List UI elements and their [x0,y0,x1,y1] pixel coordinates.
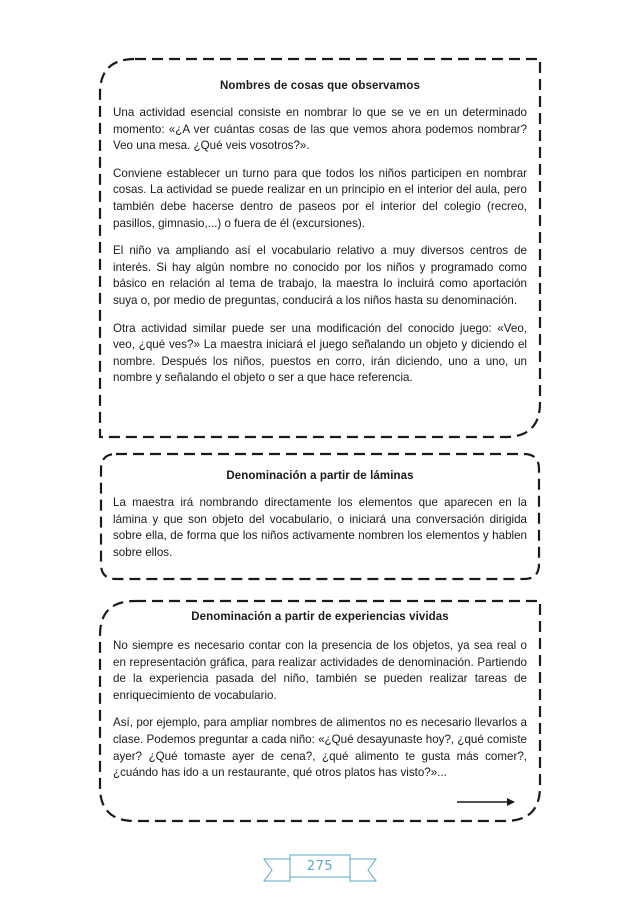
section-title: Denominación a partir de experiencias vividas [191,611,449,623]
paragraph: El niño va ampliando así el vocabulario relativo a muy diversos centros de interés. Si hay algún nombre no conocido por los niños y programado como básico en relación al tema de trabajo, la maestra lo incluirá como aportación suya o, por medio de preguntas, conducirá a los niños hasta su denominación. [113,244,527,307]
paragraph: Así, por ejemplo, para ampliar nombres de alimentos no es necesario llevarlos a clase. Podemos preguntar a cada niño: «¿Qué desayunaste hoy?, ¿qué comiste ayer? ¿Qué tomaste ayer de cena?, ¿qué alimento te gusta más comer?, ¿cuándo has ido a un restaurante, qué otros platos has visto?»... [113,716,527,780]
next-page-arrow-icon [455,796,517,808]
paragraph: No siempre es necesario contar con la presencia de los objetos, ya sea real o en representación gráfica, para realizar actividades de denominación. Partiendo de la experiencia pasada del niño, también se pueden realizar tareas de enriquecimiento de vocabulario. [113,639,527,702]
page-number-badge [262,851,378,883]
section-nombres-cosas [100,58,540,438]
paragraph: Otra actividad similar puede ser una modificación del conocido juego: «Veo, veo, ¿qué ves?» La maestra iniciará el juego señalando un objeto y diciendo el nombre. Después los niños, puestos en corro, irán diciendo, uno a uno, un nombre y señalando el objeto o ser a que hace referencia. [113,321,527,385]
paragraph: Conviene establecer un turno para que todos los niños participen en nombrar cosas. La actividad se puede realizar en un principio en el interior del aula, pero también debe hacerse dentro de paseos por el interior del colegio (recreo, pasillos, gimnasio,...) o fuera de él (excursiones). [113,166,527,230]
section-experiencias [100,600,540,822]
section-title: Denominación a partir de láminas [226,470,414,482]
paragraph: La maestra irá nombrando directamente los elementos que aparecen en la lámina y que son objeto del vocabulario, o iniciará una conversación dirigida sobre ella, de forma que los niños activamente nombren los elementos y hablen sobre ellos. [113,496,527,559]
page-number: 275 [306,859,334,874]
section-title: Nombres de cosas que observamos [220,80,420,92]
section-laminas [100,453,540,580]
paragraph: Una actividad esencial consiste en nombrar lo que se ve en un determinado momento: «¿A ver cuántas cosas de las que vemos ahora podemos nombrar? Veo una mesa. ¿Qué veis vosotros?». [113,106,527,153]
